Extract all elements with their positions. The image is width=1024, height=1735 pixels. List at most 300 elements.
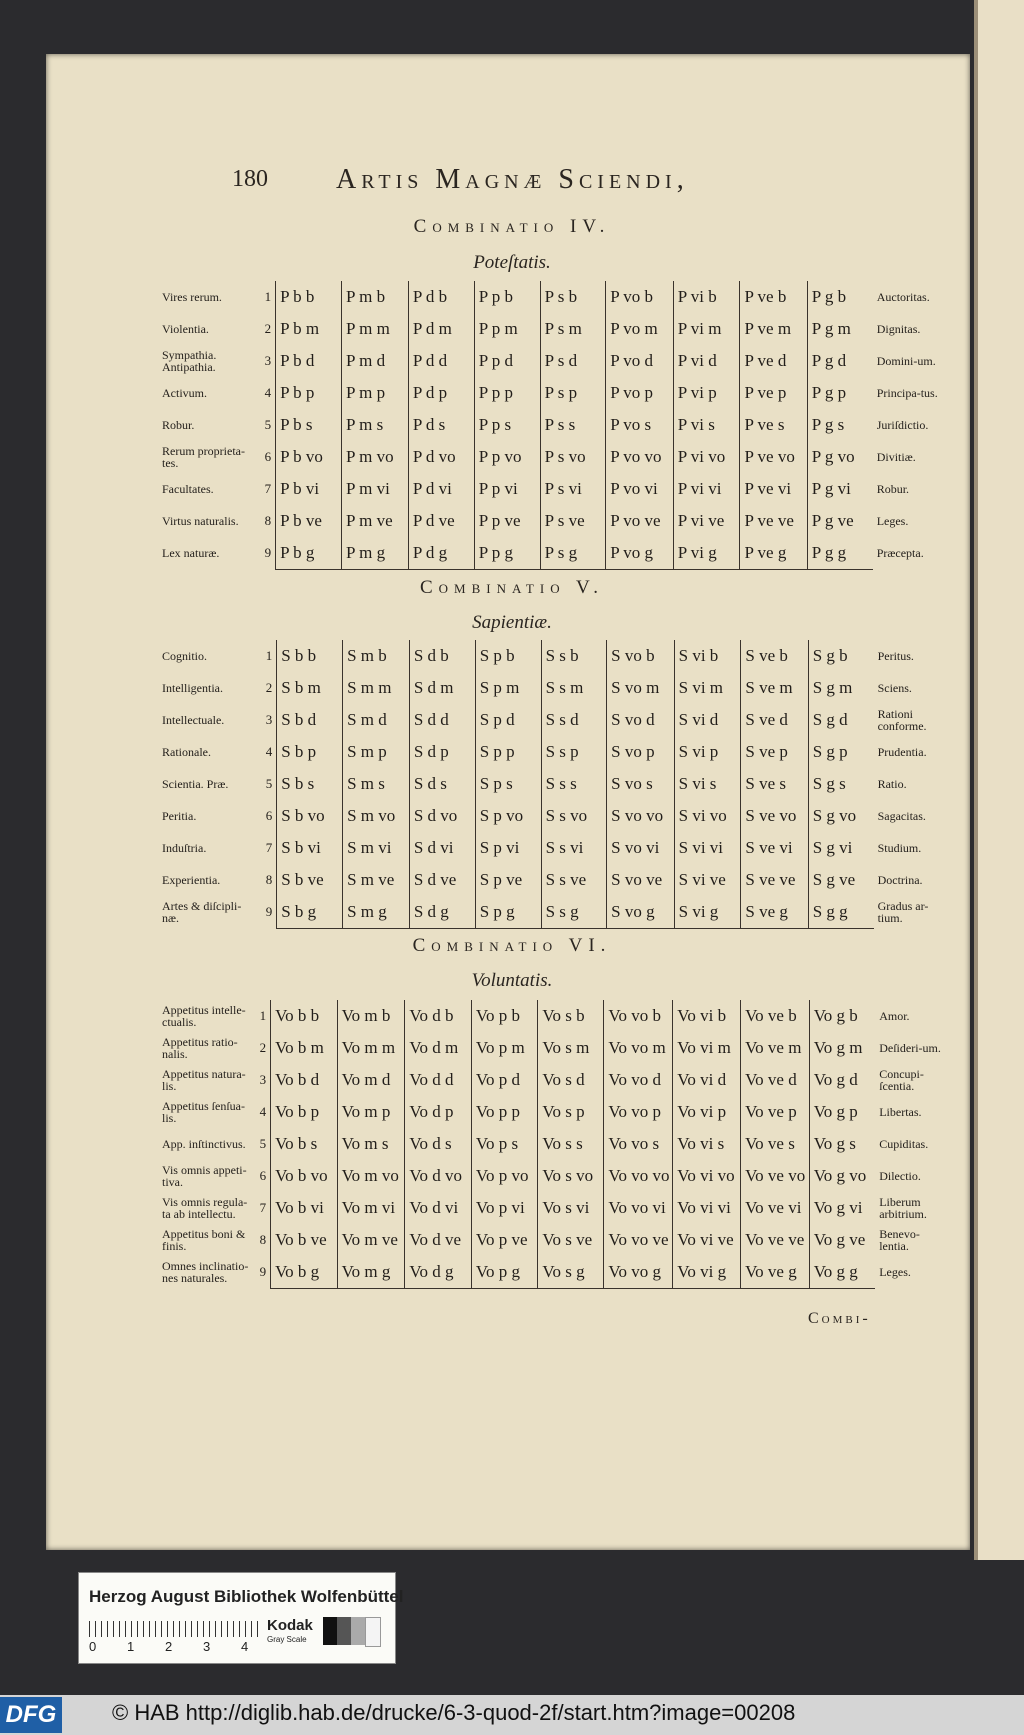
combination-cell: S p d [475, 704, 541, 736]
combination-cell: Vo g g [809, 1256, 875, 1288]
combination-cell: S g p [808, 736, 873, 768]
ruler-number: 3 [203, 1639, 211, 1654]
combination-cell: Vo d b [405, 1000, 472, 1032]
combination-cell: S b ve [277, 864, 343, 896]
combination-cell: Vo vo p [604, 1096, 673, 1128]
row-result: Auctoritas. [876, 290, 930, 304]
combination-cell: S g m [808, 672, 873, 704]
row-result: Rationi conforme. [877, 707, 927, 733]
combination-cell: Vo vo vi [604, 1192, 673, 1224]
combination-cell: P d g [408, 537, 474, 569]
table-row [162, 537, 942, 569]
combination-cell: S g s [808, 768, 873, 800]
combination-cell: Vo vi g [673, 1256, 741, 1288]
table-row [162, 1128, 942, 1160]
row-result: Gradus ar-tium. [877, 899, 929, 925]
row-result: Leges. [879, 1265, 911, 1279]
combination-cell: Vo m b [337, 1000, 405, 1032]
combination-cell: P g ve [807, 505, 872, 537]
combination-cell: P g g [807, 537, 872, 569]
combination-cell: S ve vi [741, 832, 808, 864]
combination-cell: S m g [343, 896, 410, 928]
combination-cell: Vo d ve [405, 1224, 472, 1256]
combination-cell: S ve b [741, 640, 808, 672]
combination-cell: S d g [409, 896, 475, 928]
table-row [162, 832, 942, 864]
combination-cell: Vo b g [271, 1256, 338, 1288]
combination-cell: P vo s [606, 409, 673, 441]
combination-cell: Vo ve vi [741, 1192, 810, 1224]
row-label: Peritia. [162, 809, 197, 823]
combination-cell: Vo ve d [741, 1064, 810, 1096]
combination-cell: S vi g [674, 896, 741, 928]
combination-cell: Vo b s [271, 1128, 338, 1160]
ruler-number: 2 [165, 1639, 173, 1654]
ruler-number: 1 [127, 1639, 135, 1654]
combination-cell: P s d [540, 345, 606, 377]
combination-cell: P p d [474, 345, 540, 377]
table-row [162, 736, 942, 768]
combination-cell: P s b [540, 281, 606, 313]
combination-cell: Vo s vo [538, 1160, 604, 1192]
combination-cell: P vi m [673, 313, 740, 345]
combination-cell: Vo p g [471, 1256, 538, 1288]
combination-cell: Vo vi s [673, 1128, 741, 1160]
row-result: Robur. [876, 482, 910, 496]
combination-cell: Vo d p [405, 1096, 472, 1128]
combination-cell: S s g [541, 896, 607, 928]
combination-cell: P s ve [540, 505, 606, 537]
combination-cell: S p ve [475, 864, 541, 896]
row-result: Peritus. [877, 649, 914, 663]
row-label: App. inſtinctivus. [162, 1137, 246, 1151]
combination-cell: S vi s [674, 768, 741, 800]
table-row [162, 473, 942, 505]
combination-cell: Vo ve vo [741, 1160, 810, 1192]
combination-cell: P vo vi [606, 473, 673, 505]
combination-cell: Vo ve ve [741, 1224, 810, 1256]
row-number: 2 [264, 321, 272, 336]
combination-cell: S m d [343, 704, 410, 736]
combination-cell: Vo p d [471, 1064, 538, 1096]
combination-cell: P p g [474, 537, 540, 569]
combination-cell: Vo p p [471, 1096, 538, 1128]
combination-cell: Vo ve s [741, 1128, 810, 1160]
row-number: 3 [264, 353, 272, 368]
combination-cell: S s m [541, 672, 607, 704]
row-number: 7 [264, 481, 272, 496]
row-label: Cognitio. [162, 649, 208, 663]
row-number: 7 [259, 1200, 267, 1215]
combination-cell: P b d [276, 345, 342, 377]
table-row [162, 345, 942, 377]
row-result: Liberum arbitrium. [879, 1195, 927, 1221]
section-subtitle-vi: Voluntatis. [471, 970, 553, 991]
combination-cell: Vo g vi [809, 1192, 875, 1224]
combination-cell: Vo vo b [604, 1000, 673, 1032]
combination-cell: Vo g s [809, 1128, 875, 1160]
combination-cell: S d m [409, 672, 475, 704]
row-result: Sagacitas. [877, 809, 926, 823]
combination-cell: S g vo [808, 800, 873, 832]
combination-cell: S g ve [808, 864, 873, 896]
copyright-link[interactable]: © HAB http://diglib.hab.de/drucke/6-3-quod-2f/start.htm?image=00208 [112, 1700, 796, 1725]
combination-cell: P d d [408, 345, 474, 377]
table-row [162, 864, 942, 896]
row-number: 3 [259, 1072, 267, 1087]
combination-cell: S b vo [277, 800, 343, 832]
combination-cell: Vo ve m [741, 1032, 810, 1064]
row-result: Leges. [876, 514, 909, 528]
combination-cell: P m b [342, 281, 409, 313]
row-label: Facultates. [162, 482, 214, 496]
row-result: Benevo-lentia. [879, 1227, 920, 1253]
combination-cell: Vo s s [538, 1128, 604, 1160]
table-row [162, 409, 942, 441]
combination-cell: S b b [277, 640, 343, 672]
row-label: Activum. [162, 386, 207, 400]
combination-cell: S b vi [277, 832, 343, 864]
combination-table-vi [162, 1000, 942, 1289]
row-label: Induſtria. [162, 841, 207, 855]
combination-cell: P b vo [276, 441, 342, 473]
combination-cell: Vo p b [471, 1000, 538, 1032]
ruler-number: 4 [241, 1639, 249, 1654]
combination-cell: S vo g [607, 896, 675, 928]
combination-cell: S p s [475, 768, 541, 800]
combination-cell: P vo d [606, 345, 673, 377]
row-result: Ratio. [877, 777, 907, 791]
row-label: Vis omnis regula-ta ab intellectu. [162, 1195, 248, 1221]
kodak-sub-label: Gray Scale [267, 1635, 307, 1644]
table-row [162, 1032, 942, 1064]
combination-cell: Vo vo m [604, 1032, 673, 1064]
combination-cell: Vo g m [809, 1032, 875, 1064]
combination-cell: Vo b d [271, 1064, 338, 1096]
combination-cell: Vo s vi [538, 1192, 604, 1224]
combination-cell: S g vi [808, 832, 873, 864]
row-label: Appetitus natura-lis. [162, 1067, 246, 1093]
combination-cell: P g b [807, 281, 872, 313]
combination-cell: P d p [408, 377, 474, 409]
row-number: 2 [265, 680, 273, 695]
row-number: 4 [265, 744, 273, 759]
combination-cell: S b p [277, 736, 343, 768]
combination-cell: S g d [808, 704, 873, 736]
row-label: Appetitus ſenſua-lis. [162, 1099, 245, 1125]
combination-cell: Vo p vi [471, 1192, 538, 1224]
row-number: 8 [265, 872, 273, 887]
combination-cell: S m ve [343, 864, 410, 896]
combination-cell: P ve s [740, 409, 807, 441]
row-number: 8 [264, 513, 272, 528]
row-label: Vires rerum. [162, 290, 222, 304]
combination-cell: S b d [277, 704, 343, 736]
combination-cell: P m vi [342, 473, 409, 505]
row-number: 1 [259, 1008, 267, 1023]
section-subtitle-iv: Poteſtatis. [473, 252, 551, 273]
combination-cell: S d b [409, 640, 475, 672]
combination-cell: P m d [342, 345, 409, 377]
combination-cell: P d ve [408, 505, 474, 537]
combination-cell: S s b [541, 640, 607, 672]
combination-cell: Vo g b [809, 1000, 875, 1032]
row-result: Præcepta. [876, 546, 924, 560]
combination-cell: P m s [342, 409, 409, 441]
combination-cell: Vo d d [405, 1064, 472, 1096]
gray-patch-white [365, 1617, 381, 1647]
row-result: Juriſdictio. [876, 418, 929, 432]
combination-cell: P p s [474, 409, 540, 441]
table-row [162, 1224, 942, 1256]
combination-cell: S m p [343, 736, 410, 768]
combination-cell: Vo s ve [538, 1224, 604, 1256]
combination-cell: S d ve [409, 864, 475, 896]
gray-patch-dark [337, 1617, 351, 1645]
combination-cell: Vo vi d [673, 1064, 741, 1096]
combination-cell: S s s [541, 768, 607, 800]
combination-cell: S p vi [475, 832, 541, 864]
combination-cell: Vo m s [337, 1128, 405, 1160]
combination-cell: S b g [277, 896, 343, 928]
section-title-vi: Combinatio VI. [412, 935, 612, 956]
combination-cell: S ve vo [741, 800, 808, 832]
combination-cell: P m p [342, 377, 409, 409]
combination-cell: P ve m [740, 313, 807, 345]
combination-cell: Vo vi ve [673, 1224, 741, 1256]
table-row [162, 1192, 942, 1224]
row-number: 4 [264, 385, 272, 400]
row-label: Virtus naturalis. [162, 514, 239, 528]
combination-cell: Vo vo d [604, 1064, 673, 1096]
combination-cell: Vo d vo [405, 1160, 472, 1192]
combination-cell: Vo b vo [271, 1160, 338, 1192]
row-label: Artes & diſcipli-næ. [162, 899, 242, 925]
combination-cell: S s ve [541, 864, 607, 896]
combination-cell: Vo vo ve [604, 1224, 673, 1256]
combination-cell: P vo p [606, 377, 673, 409]
row-number: 3 [265, 712, 273, 727]
row-label: Scientia. Præ. [162, 777, 229, 791]
combination-cell: Vo ve g [741, 1256, 810, 1288]
combination-cell: S p m [475, 672, 541, 704]
combination-cell: Vo ve p [741, 1096, 810, 1128]
combination-cell: S d d [409, 704, 475, 736]
combination-cell: P m m [342, 313, 409, 345]
row-number: 7 [265, 840, 273, 855]
row-result: Amor. [879, 1009, 910, 1023]
combination-cell: Vo g p [809, 1096, 875, 1128]
combination-cell: P g p [807, 377, 872, 409]
combination-cell: Vo m d [337, 1064, 405, 1096]
combination-cell: P vi d [673, 345, 740, 377]
combination-cell: P vi b [673, 281, 740, 313]
combination-cell: Vo d m [405, 1032, 472, 1064]
combination-cell: Vo vo vo [604, 1160, 673, 1192]
combination-cell: Vo m p [337, 1096, 405, 1128]
library-color-card [78, 1572, 404, 1664]
table-row [162, 1064, 942, 1096]
combination-cell: Vo m m [337, 1032, 405, 1064]
combination-cell: P vi g [673, 537, 740, 569]
row-result: Deſideri-um. [879, 1041, 941, 1055]
row-number: 5 [259, 1136, 267, 1151]
table-row [162, 313, 942, 345]
row-label: Experientia. [162, 873, 221, 887]
combination-cell: Vo vi b [673, 1000, 741, 1032]
row-number: 5 [264, 417, 272, 432]
table-row [162, 1096, 942, 1128]
combination-cell: Vo s b [538, 1000, 604, 1032]
row-result: Dilectio. [879, 1169, 921, 1183]
row-label: Intelligentia. [162, 681, 223, 695]
combination-cell: P vi vi [673, 473, 740, 505]
combination-cell: P ve vi [740, 473, 807, 505]
combination-cell: S vi vo [674, 800, 741, 832]
row-number: 4 [259, 1104, 267, 1119]
row-result: Studium. [877, 841, 922, 855]
row-label: Robur. [162, 418, 195, 432]
catchword: Combi- [808, 1310, 871, 1327]
combination-cell: P g s [807, 409, 872, 441]
combination-cell: S ve g [741, 896, 808, 928]
combination-cell: P s g [540, 537, 606, 569]
combination-cell: P b p [276, 377, 342, 409]
row-result: Dignitas. [876, 322, 921, 336]
section-title-v: Combinatio V. [419, 577, 605, 598]
row-label: Intellectuale. [162, 713, 225, 727]
library-name: Herzog August Bibliothek Wolfenbüttel [89, 1587, 404, 1606]
table-row [162, 800, 942, 832]
row-label: Rationale. [162, 745, 211, 759]
row-result: Domini-um. [876, 354, 936, 368]
kodak-label: Kodak [267, 1617, 313, 1634]
row-number: 5 [265, 776, 273, 791]
combination-table-iv [162, 281, 942, 570]
combination-cell: S s vi [541, 832, 607, 864]
combination-cell: S d p [409, 736, 475, 768]
combination-cell: S p b [475, 640, 541, 672]
combination-cell: Vo b p [271, 1096, 338, 1128]
combination-cell: Vo b b [271, 1000, 338, 1032]
combination-cell: Vo g ve [809, 1224, 875, 1256]
combination-cell: Vo vo g [604, 1256, 673, 1288]
combination-cell: P vi s [673, 409, 740, 441]
row-label: Vis omnis appeti-tiva. [162, 1163, 247, 1189]
combination-cell: P vo g [606, 537, 673, 569]
running-title: Artis Magnæ Sciendi, [336, 164, 689, 195]
section-title-iv: Combinatio IV. [413, 216, 611, 237]
row-label: Omnes inclinatio-nes naturales. [162, 1259, 249, 1285]
measure-ruler [89, 1621, 259, 1637]
row-result: Libertas. [879, 1105, 922, 1119]
combination-cell: P vi ve [673, 505, 740, 537]
combination-cell: Vo vo s [604, 1128, 673, 1160]
combination-cell: P p ve [474, 505, 540, 537]
combination-table-v [162, 640, 942, 929]
combination-cell: S m m [343, 672, 410, 704]
combination-cell: P s vi [540, 473, 606, 505]
combination-cell: Vo b vi [271, 1192, 338, 1224]
table-row [162, 281, 942, 313]
combination-cell: S m s [343, 768, 410, 800]
combination-cell: P vi p [673, 377, 740, 409]
gray-patch-black [323, 1617, 337, 1645]
combination-cell: P vo vo [606, 441, 673, 473]
combination-cell: S b m [277, 672, 343, 704]
page-header [0, 166, 1024, 206]
combination-cell: P p b [474, 281, 540, 313]
table-row [162, 1160, 942, 1192]
combination-cell: S vi d [674, 704, 741, 736]
combination-cell: S d s [409, 768, 475, 800]
combination-cell: S m b [343, 640, 410, 672]
combination-cell: Vo p m [471, 1032, 538, 1064]
combination-cell: S ve d [741, 704, 808, 736]
dfg-logo[interactable]: DFG [0, 1697, 62, 1733]
row-label: Sympathia. Antipathia. [162, 348, 217, 374]
combination-cell: Vo m vo [337, 1160, 405, 1192]
combination-cell: P ve p [740, 377, 807, 409]
table-row [162, 768, 942, 800]
combination-cell: P g m [807, 313, 872, 345]
combination-cell: S g g [808, 896, 873, 928]
combination-cell: S p vo [475, 800, 541, 832]
combination-cell: S vi b [674, 640, 741, 672]
combination-cell: S vo ve [607, 864, 675, 896]
combination-cell: S s d [541, 704, 607, 736]
row-label: Rerum proprieta-tes. [162, 444, 245, 470]
combination-cell: S ve ve [741, 864, 808, 896]
combination-cell: P d m [408, 313, 474, 345]
table-row [162, 896, 942, 928]
combination-cell: P ve vo [740, 441, 807, 473]
combination-cell: Vo s p [538, 1096, 604, 1128]
row-result: Concupi-ſcentia. [879, 1067, 924, 1093]
combination-cell: S vi ve [674, 864, 741, 896]
combination-cell: Vo m vi [337, 1192, 405, 1224]
combination-cell: P b b [276, 281, 342, 313]
combination-cell: S vo m [607, 672, 675, 704]
combination-cell: P b vi [276, 473, 342, 505]
combination-cell: P d vi [408, 473, 474, 505]
combination-cell: Vo s m [538, 1032, 604, 1064]
combination-cell: S s p [541, 736, 607, 768]
combination-cell: Vo d s [405, 1128, 472, 1160]
row-result: Principa-tus. [876, 386, 938, 400]
table-row [162, 704, 942, 736]
row-number: 1 [264, 289, 272, 304]
combination-cell: S vo s [607, 768, 675, 800]
combination-cell: P p m [474, 313, 540, 345]
combination-cell: S b s [277, 768, 343, 800]
combination-cell: P s m [540, 313, 606, 345]
row-label: Lex naturæ. [162, 546, 220, 560]
combination-cell: S vi vi [674, 832, 741, 864]
row-number: 9 [259, 1264, 267, 1279]
combination-cell: Vo m ve [337, 1224, 405, 1256]
row-label: Violentia. [162, 322, 209, 336]
combination-cell: Vo ve b [741, 1000, 810, 1032]
combination-cell: P g vo [807, 441, 872, 473]
combination-cell: P s s [540, 409, 606, 441]
row-result: Divitiæ. [876, 450, 916, 464]
table-row [162, 1256, 942, 1288]
combination-cell: S m vo [343, 800, 410, 832]
combination-cell: Vo vi m [673, 1032, 741, 1064]
row-number: 8 [259, 1232, 267, 1247]
combination-cell: Vo s g [538, 1256, 604, 1288]
